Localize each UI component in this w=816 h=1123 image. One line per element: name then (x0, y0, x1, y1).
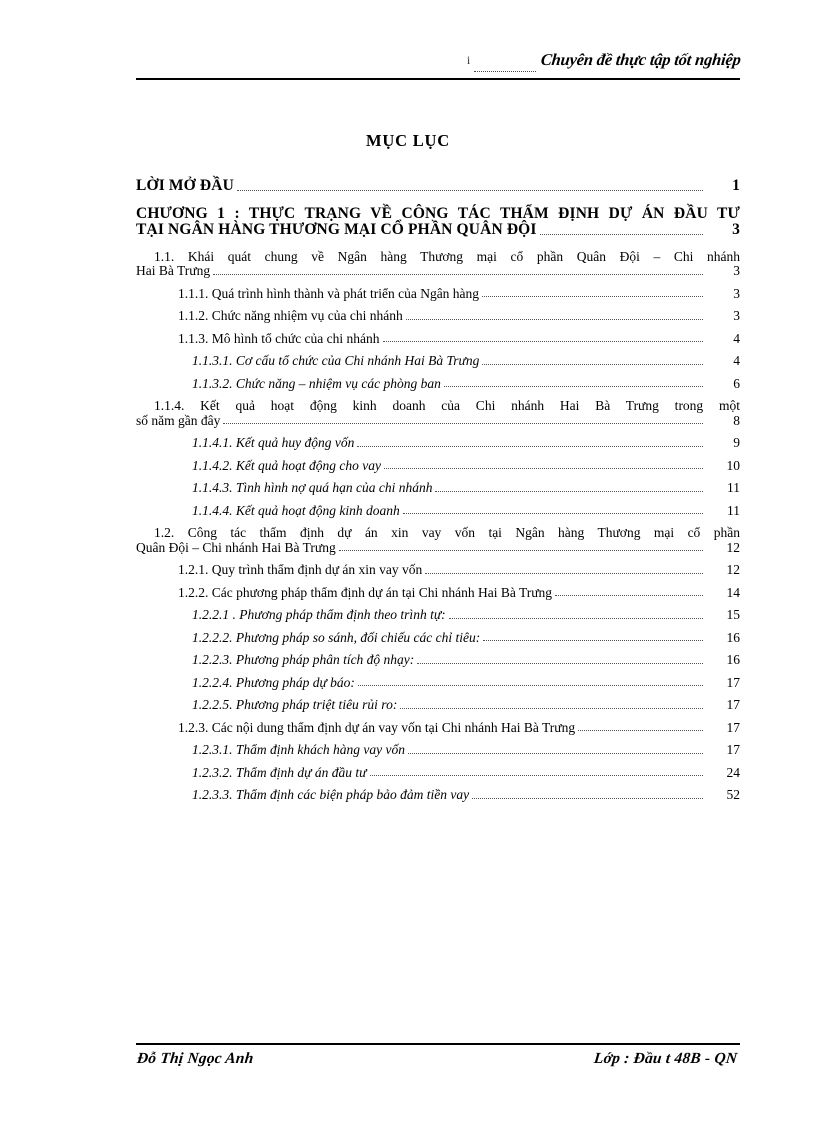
toc-dot-leader (383, 332, 703, 342)
toc-entry-line[interactable] (136, 250, 740, 264)
toc-entry-text: 1.2.3.3. Thẩm định các biện pháp bảo đảm tiền vay (192, 787, 470, 802)
toc-entry[interactable] (136, 631, 740, 645)
toc-entry-line[interactable] (136, 206, 740, 222)
toc-page-number: 1 (732, 177, 740, 194)
toc-entry-text: 1.1.3. Mô hình tổ chức của chi nhánh (178, 330, 380, 346)
toc-page-number: 24 (726, 764, 740, 780)
toc-entry-text: 1.2.2. Các phương pháp thẩm định dự án tại Chi nhánh Hai Bà Trưng (178, 584, 553, 600)
toc-entry-text: 1.1.4.1. Kết quả huy động vốn (192, 435, 355, 450)
toc-entry-text: TẠI NGÂN HÀNG THƯƠNG MẠI CỔ PHẦN QUÂN ĐỘI (136, 221, 537, 238)
toc-entry[interactable] (136, 459, 740, 473)
toc-entry-text: 1.1.2. Chức năng nhiệm vụ của chi nhánh (178, 308, 403, 323)
toc-dot-leader (384, 459, 703, 469)
toc-dot-leader (483, 631, 703, 641)
toc-entry[interactable] (136, 414, 740, 428)
toc-page-number: 4 (733, 330, 740, 346)
toc-entry[interactable] (136, 676, 740, 690)
toc-entry-text: 1.1.3.2. Chức năng – nhiệm vụ các phòng ban (192, 375, 441, 391)
toc-page-number: 11 (727, 502, 740, 518)
footer-author-name: Đỗ Thị Ngọc Anh (136, 1050, 255, 1067)
toc-entry-text: 1.2.2.1 . Phương pháp thẩm định theo trình tự: (192, 607, 446, 622)
toc-entry-text: LỜI MỞ ĐẦU (136, 177, 234, 194)
toc-entry[interactable] (136, 222, 740, 238)
toc-dot-leader (444, 377, 703, 387)
page-footer (136, 1050, 740, 1068)
header-folio-number: i (466, 55, 471, 67)
toc-page-number: 16 (726, 652, 740, 667)
table-of-contents (136, 178, 740, 811)
toc-entry-text: số năm gần đây (136, 412, 221, 428)
toc-entry-text: 1.1.4.3. Tình hình nợ quá hạn của chi nhánh (192, 480, 433, 495)
toc-page-number: 6 (733, 375, 740, 391)
toc-page-number: 14 (726, 584, 740, 600)
toc-dot-leader (482, 287, 703, 297)
toc-page-number: 15 (726, 607, 740, 622)
header-title: Chuyên đề thực tập tốt nghiệp (540, 50, 742, 69)
toc-entry[interactable] (136, 264, 740, 278)
toc-page-number: 17 (726, 742, 740, 757)
toc-entry-text: 1.2.3. Các nội dung thẩm định dự án vay vốn tại Chi nhánh Hai Bà Trưng (178, 719, 576, 735)
toc-entry[interactable] (136, 309, 740, 323)
toc-page-number: 17 (726, 674, 740, 690)
toc-dot-leader (482, 355, 703, 365)
toc-entry-text: 1.1.4.4. Kết quả hoạt động kinh doanh (192, 502, 400, 518)
header-divider-rule (136, 78, 740, 80)
toc-entry-line[interactable] (136, 526, 740, 540)
footer-divider-rule (136, 1043, 740, 1045)
toc-entry[interactable] (136, 377, 740, 391)
footer-class-label: Lớp : Đầu t 48B - QN (592, 1050, 738, 1067)
toc-page-number: 3 (732, 221, 740, 238)
toc-page-number: 4 (733, 353, 740, 368)
toc-dot-leader (403, 504, 703, 514)
toc-entry-text: Quân Đội – Chi nhánh Hai Bà Trưng (136, 539, 336, 555)
toc-entry[interactable] (136, 608, 740, 622)
toc-page-number: 17 (726, 697, 740, 712)
toc-entry-text: 1.2.2.5. Phương pháp triệt tiêu rủi ro: (192, 697, 398, 712)
toc-entry-text: 1.1.4. Kết quả hoạt động kinh doanh của Chi nhánh Hai Bà Trưng trong một (154, 398, 740, 413)
toc-page-number: 9 (733, 435, 740, 450)
toc-entry-text: 1.2. Công tác thẩm định dự án xin vay vốn tại Ngân hàng Thương mại cổ phần (154, 525, 740, 540)
toc-entry[interactable] (136, 721, 740, 735)
toc-entry-text: 1.2.2.2. Phương pháp so sánh, đối chiếu các chỉ tiêu: (192, 629, 481, 645)
toc-entry-text: 1.1.1. Quá trình hình thành và phát triển của Ngân hàng (178, 285, 480, 301)
toc-dot-leader (358, 676, 703, 686)
toc-dot-leader (406, 310, 703, 320)
toc-dot-leader (357, 437, 703, 447)
toc-page-number: 8 (733, 412, 740, 428)
toc-entry[interactable] (136, 698, 740, 712)
toc-dot-leader (223, 414, 703, 424)
toc-entry-text: 1.2.1. Quy trình thẩm định dự án xin vay vốn (178, 562, 423, 577)
toc-dot-leader (339, 541, 703, 551)
toc-entry-text: 1.2.3.1. Thẩm định khách hàng vay vốn (192, 742, 405, 757)
toc-entry-line[interactable] (136, 399, 740, 413)
toc-page-number: 16 (726, 629, 740, 645)
toc-entry-text: Hai Bà Trưng (136, 263, 211, 278)
toc-page-number: 12 (726, 562, 740, 577)
toc-dot-leader (435, 482, 703, 492)
toc-entry[interactable] (136, 481, 740, 495)
toc-dot-leader (370, 766, 704, 776)
toc-entry-text: 1.1.3.1. Cơ cấu tổ chức của Chi nhánh Hai Bà Trưng (192, 353, 480, 368)
toc-dot-leader (400, 699, 703, 709)
toc-entry-text: CHƯƠNG 1 : THỰC TRẠNG VỀ CÔNG TÁC THẨM ĐỊNH DỰ ÁN ĐẦU TƯ (136, 204, 740, 222)
toc-entry-text: 1.2.2.3. Phương pháp phân tích độ nhạy: (192, 652, 415, 667)
toc-entry-text: 1.1.4.2. Kết quả hoạt động cho vay (192, 457, 381, 473)
toc-entry[interactable] (136, 332, 740, 346)
toc-page-number: 3 (733, 285, 740, 301)
toc-entry[interactable] (136, 743, 740, 757)
toc-dot-leader (472, 789, 703, 799)
toc-page-number: 52 (726, 787, 740, 802)
toc-page-number: 11 (727, 480, 740, 495)
toc-page-number: 3 (733, 308, 740, 323)
toc-dot-leader (578, 721, 703, 731)
toc-dot-leader (408, 744, 703, 754)
toc-dot-leader (449, 609, 703, 619)
toc-page-number: 3 (733, 263, 740, 278)
toc-entry[interactable] (136, 586, 740, 600)
toc-entry-text: 1.2.3.2. Thẩm định dự án đầu tư (192, 764, 367, 780)
toc-entry[interactable] (136, 436, 740, 450)
toc-page-number: 17 (726, 719, 740, 735)
toc-entry[interactable] (136, 788, 740, 802)
toc-entry[interactable] (136, 653, 740, 667)
toc-dot-leader (417, 654, 703, 664)
header-dot-leader (474, 61, 536, 72)
toc-dot-leader (237, 181, 703, 191)
page-header (136, 52, 740, 82)
toc-page-number: 10 (726, 457, 740, 473)
toc-dot-leader (555, 586, 703, 596)
toc-entry[interactable] (136, 178, 740, 194)
toc-page-number: 12 (726, 539, 740, 555)
toc-entry-text: 1.1. Khái quát chung về Ngân hàng Thương mại cổ phần Quân Đội – Chi nhánh (154, 248, 740, 264)
toc-dot-leader (213, 265, 703, 275)
toc-dot-leader (540, 225, 703, 235)
toc-entry[interactable] (136, 354, 740, 368)
toc-dot-leader (425, 564, 703, 574)
toc-entry[interactable] (136, 563, 740, 577)
toc-entry[interactable] (136, 504, 740, 518)
toc-entry[interactable] (136, 287, 740, 301)
toc-entry[interactable] (136, 766, 740, 780)
page-title: MỤC LỤC (366, 131, 450, 150)
toc-entry[interactable] (136, 541, 740, 555)
toc-entry-text: 1.2.2.4. Phương pháp dự báo: (192, 674, 355, 690)
page-header-row (136, 52, 740, 74)
